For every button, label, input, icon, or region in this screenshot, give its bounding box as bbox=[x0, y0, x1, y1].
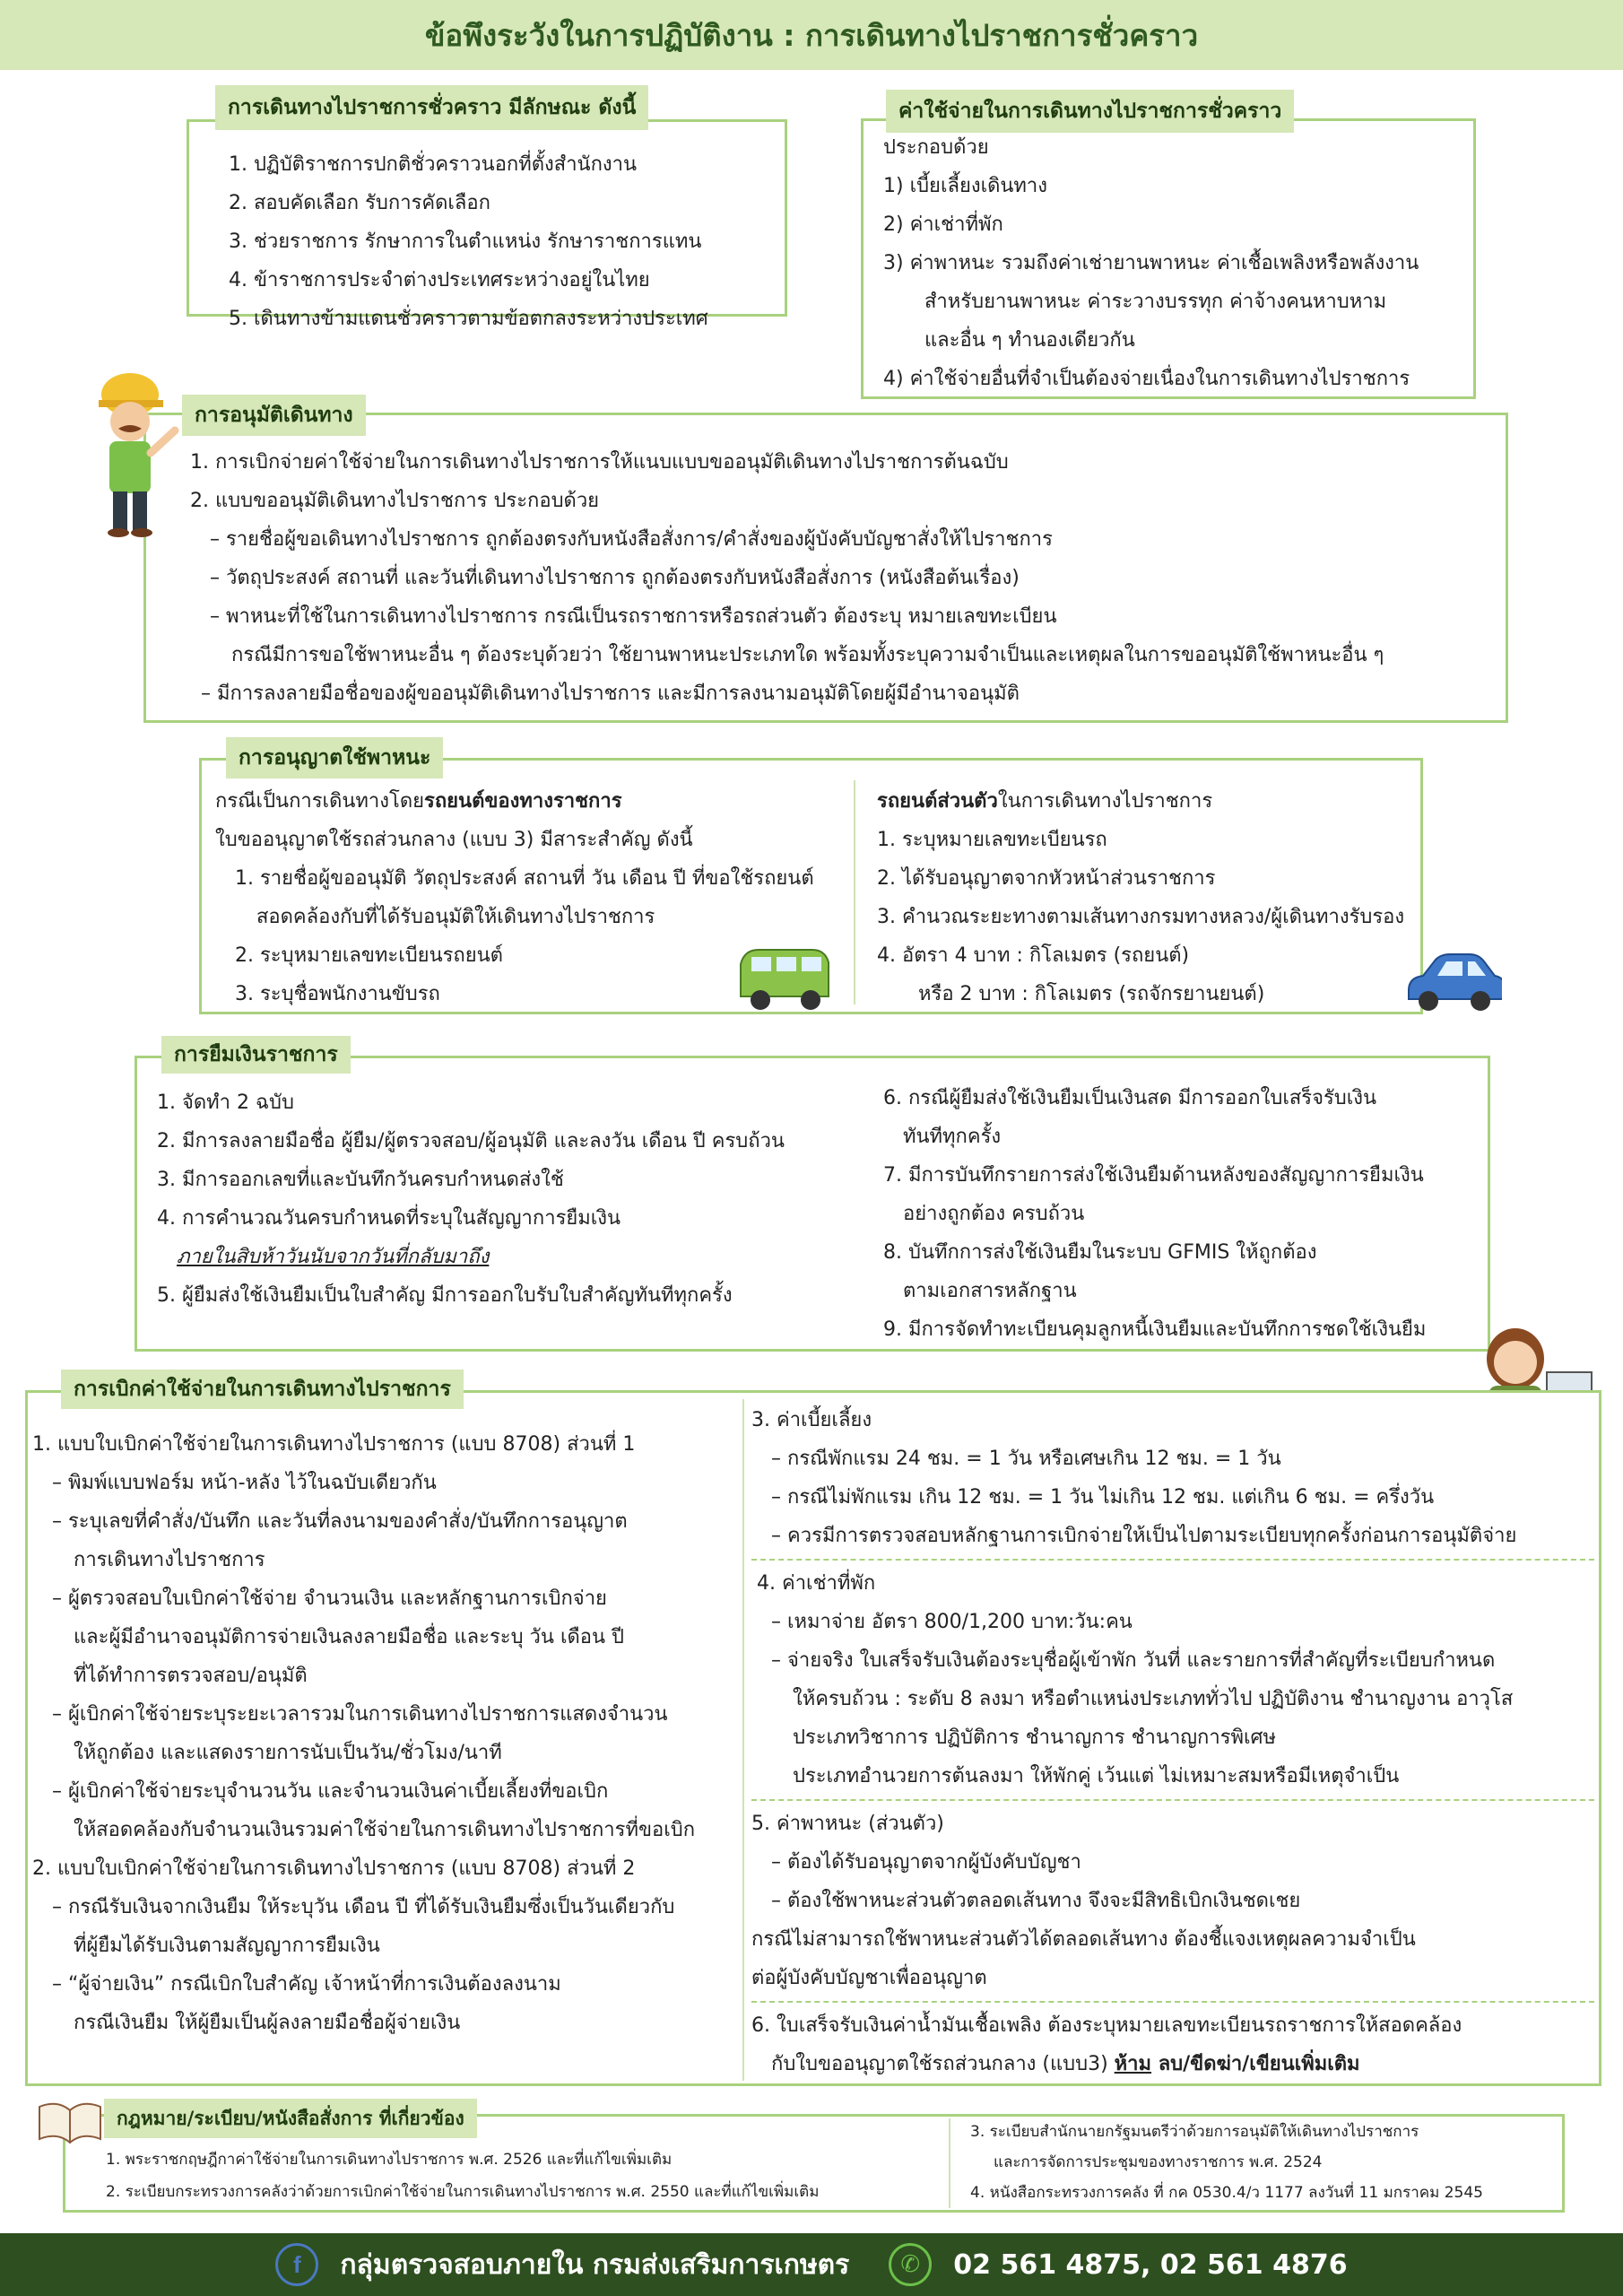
list-item: 4) ค่าใช้จ่ายอื่นที่จำเป็นต้องจ่ายเนื่องในการเดินทางไปราชการ bbox=[883, 368, 1410, 390]
list-item: 3. คำนวณระยะทางตามเส้นทางกรมทางหลวง/ผู้เดินทางรับรอง bbox=[877, 906, 1405, 928]
disbursement-left-list bbox=[32, 1426, 695, 2043]
organization-name: กลุ่มตรวจสอบภายใน กรมส่งเสริมการเกษตร bbox=[340, 2248, 850, 2281]
page-header bbox=[0, 0, 1623, 70]
private-car-list bbox=[877, 782, 1404, 1013]
list-item: ที่ผู้ยืมได้รับเงินตามสัญญาการยืมเงิน bbox=[74, 1935, 380, 1957]
list-item: 2) ค่าเช่าที่พัก bbox=[883, 213, 1003, 236]
fuel-text: กับใบขออนุญาตใช้รถส่วนกลาง (แบบ3) bbox=[771, 2053, 1115, 2075]
list-item: – วัตถุประสงค์ สถานที่ และวันที่เดินทางไปราชการ ถูกต้องตรงกับหนังสือสั่งการ (หนังสือต้นเรื่อง) bbox=[210, 567, 1020, 589]
list-item: 4. การคำนวณวันครบกำหนดที่ระบุในสัญญาการยืมเงิน bbox=[157, 1207, 621, 1230]
page-title: ข้อพึงระวังในการปฏิบัติงาน : การเดินทางไปราชการชั่วคราว bbox=[424, 17, 1199, 53]
list-item: – ต้องได้รับอนุญาตจากผู้บังคับบัญชา bbox=[771, 1851, 1081, 1874]
list-item: การเดินทางไปราชการ bbox=[74, 1549, 265, 1571]
intro-text: กรณีเป็นการเดินทางโดย bbox=[215, 790, 424, 813]
fuel-line-2 bbox=[751, 2045, 1594, 2083]
section-divider bbox=[751, 2001, 1594, 2003]
list-item: สำหรับยานพาหนะ ค่าระวางบรรทุก ค่าจ้างคนหาบหาม bbox=[924, 291, 1387, 313]
list-item: ทันทีทุกครั้ง bbox=[903, 1126, 1002, 1148]
list-item: – กรณีพักแรม 24 ชม. = 1 วัน หรือเศษเกิน 12 ชม. = 1 วัน bbox=[771, 1448, 1281, 1470]
list-item: ให้สอดคล้องกับจำนวนเงินรวมค่าใช้จ่ายในการเดินทางไปราชการที่ขอเบิก bbox=[74, 1819, 696, 1841]
disbursement-label: การเบิกค่าใช้จ่ายในการเดินทางไปราชการ bbox=[61, 1370, 464, 1409]
list-item: – ควรมีการตรวจสอบหลักฐานการเบิกจ่ายให้เป็นไปตามระเบียบทุกครั้งก่อนการอนุมัติจ่าย bbox=[771, 1525, 1517, 1547]
engineer-character-illustration bbox=[90, 368, 188, 538]
list-item: – รายชื่อผู้ขอเดินทางไปราชการ ถูกต้องตรงกับหนังสือสั่งการ/คำสั่งของผู้บังคับบัญชาสั่งให้ไปราชการ bbox=[210, 528, 1053, 551]
list-item: ให้ครบถ้วน : ระดับ 8 ลงมา หรือตำแหน่งประเภททั่วไป ปฏิบัติงาน ชำนาญงาน อาวุโส bbox=[793, 1688, 1514, 1710]
borrowing-left-list bbox=[157, 1083, 785, 1315]
list-item: – เหมาจ่าย อัตรา 800/1,200 บาท:วัน:คน bbox=[771, 1611, 1133, 1633]
list-item: 2. ได้รับอนุญาตจากหัวหน้าส่วนราชการ bbox=[877, 867, 1216, 890]
list-item: – ระบุเลขที่คำสั่ง/บันทึก และวันที่ลงนามของคำสั่ง/บันทึกการอนุญาต bbox=[52, 1510, 628, 1533]
list-item: 3) ค่าพาหนะ รวมถึงค่าเช่ายานพาหนะ ค่าเชื้อเพลิงหรือพลังงาน bbox=[883, 252, 1419, 274]
section-divider bbox=[751, 1559, 1594, 1561]
list-item: – มีการลงลายมือชื่อของผู้ขออนุมัติเดินทางไปราชการ และมีการลงนามอนุมัติโดยผู้มีอำนาจอนุมัติ bbox=[201, 683, 1020, 705]
list-item: 1) เบี้ยเลี้ยงเดินทาง bbox=[883, 175, 1048, 197]
expenses-list bbox=[883, 128, 1419, 398]
list-item: 5. ผู้ยืมส่งใช้เงินยืมเป็นใบสำคัญ มีการออกใบรับใบสำคัญทันทีทุกครั้ง bbox=[157, 1284, 733, 1307]
column-divider bbox=[742, 1399, 744, 2081]
list-item: 6. กรณีผู้ยืมส่งใช้เงินยืมเป็นเงินสด มีการออกใบเสร็จรับเงิน bbox=[883, 1087, 1377, 1109]
open-book-icon bbox=[34, 2094, 106, 2148]
list-item: กรณีเงินยืม ให้ผู้ยืมเป็นผู้ลงลายมือชื่อผู้จ่ายเงิน bbox=[74, 2012, 461, 2034]
list-item: และอื่น ๆ ทำนองเดียวกัน bbox=[924, 329, 1135, 352]
list-item: 3. มีการออกเลขที่และบันทึกวันครบกำหนดส่งใช้ bbox=[157, 1169, 564, 1191]
list-item: 4. หนังสือกระทรวงการคลัง ที่ กค 0530.4/ว 1177 ลงวันที่ 11 มกราคม 2545 bbox=[970, 2184, 1483, 2202]
list-item: – พาหนะที่ใช้ในการเดินทางไปราชการ กรณีเป็นรถราชการหรือรถส่วนตัว ต้องระบุ หมายเลขทะเบียน bbox=[210, 605, 1057, 628]
list-item: ให้ถูกต้อง และแสดงรายการนับเป็นวัน/ชั่วโมง/นาที bbox=[74, 1742, 502, 1764]
approval-label: การอนุมัติเดินทาง bbox=[182, 395, 366, 436]
vehicle-label: การอนุญาตใช้พาหนะ bbox=[226, 737, 443, 778]
list-item: 4. ข้าราชการประจำต่างประเทศระหว่างอยู่ในไทย bbox=[229, 269, 650, 291]
list-item: – ต้องใช้พาหนะส่วนตัวตลอดเส้นทาง จึงจะมีสิทธิเบิกเงินชดเชย bbox=[771, 1890, 1301, 1912]
list-item: ประกอบด้วย bbox=[883, 136, 989, 159]
list-item: 2. ระบุหมายเลขทะเบียนรถยนต์ bbox=[235, 944, 503, 967]
list-item: 2. แบบขออนุมัติเดินทางไปราชการ ประกอบด้วย bbox=[190, 490, 600, 512]
list-item: – จ่ายจริง ใบเสร็จรับเงินต้องระบุชื่อผู้เข้าพัก วันที่ และรายการที่สำคัญที่ระเบียบกำหนด bbox=[771, 1649, 1496, 1672]
private-car-intro bbox=[877, 782, 1404, 821]
list-item: – ผู้ตรวจสอบใบเบิกค่าใช้จ่าย จำนวนเงิน และหลักฐานการเบิกจ่าย bbox=[52, 1587, 607, 1610]
official-car-list bbox=[215, 782, 814, 1013]
list-item: ใบขออนุญาตใช้รถส่วนกลาง (แบบ 3) มีสาระสำคัญ ดังนี้ bbox=[215, 829, 693, 851]
list-item: 3. ช่วยราชการ รักษาการในตำแหน่ง รักษาราชการแทน bbox=[229, 230, 702, 253]
section-divider bbox=[751, 1799, 1594, 1801]
list-item: หรือ 2 บาท : กิโลเมตร (รถจักรยานยนต์) bbox=[918, 983, 1265, 1005]
phone-numbers: 02 561 4875, 02 561 4876 bbox=[953, 2248, 1348, 2281]
list-item: – “ผู้จ่ายเงิน” กรณีเบิกใบสำคัญ เจ้าหน้าที่การเงินต้องลงนาม bbox=[52, 1973, 561, 1996]
list-item: และผู้มีอำนาจอนุมัติการจ่ายเงินลงลายมือชื่อ และระบุ วัน เดือน ปี bbox=[74, 1626, 624, 1648]
intro-bold-text: รถยนต์ของทางราชการ bbox=[424, 790, 622, 813]
list-item: 1. จัดทำ 2 ฉบับ bbox=[157, 1091, 294, 1114]
references-left-list bbox=[106, 2144, 819, 2208]
list-item: 2. แบบใบเบิกค่าใช้จ่ายในการเดินทางไปราชการ (แบบ 8708) ส่วนที่ 2 bbox=[32, 1857, 636, 1880]
list-item: 1. พระราชกฤษฎีกาค่าใช้จ่ายในการเดินทางไปราชการ พ.ศ. 2526 และที่แก้ไขเพิ่มเติม bbox=[106, 2151, 673, 2169]
list-item: ภายในสิบห้าวันนับจากวันที่กลับมาถึง bbox=[177, 1246, 490, 1268]
references-label: กฎหมาย/ระเบียบ/หนังสือสั่งการ ที่เกี่ยวข้อง bbox=[104, 2099, 477, 2138]
list-item: 1. การเบิกจ่ายค่าใช้จ่ายในการเดินทางไปราชการให้แนบแบบขออนุมัติเดินทางไปราชการต้นฉบับ bbox=[190, 451, 1009, 474]
list-item: ประเภทวิชาการ ปฏิบัติการ ชำนาญการ ชำนาญการพิเศษ bbox=[793, 1726, 1277, 1749]
prohibited-text: ห้าม bbox=[1114, 2053, 1152, 2075]
disbursement-right-list bbox=[751, 1401, 1594, 2083]
approval-list bbox=[190, 443, 1384, 713]
list-item: อย่างถูกต้อง ครบถ้วน bbox=[903, 1203, 1085, 1225]
references-right-list bbox=[970, 2117, 1483, 2208]
list-item: 3. ระบุชื่อพนักงานขับรถ bbox=[235, 983, 440, 1005]
borrowing-right-list bbox=[883, 1079, 1426, 1349]
transport-heading: 5. ค่าพาหนะ (ส่วนตัว) bbox=[751, 1813, 944, 1835]
list-item: 5. เดินทางข้ามแดนชั่วคราวตามข้อตกลงระหว่างประเทศ bbox=[229, 308, 708, 330]
intro-bold-text: รถยนต์ส่วนตัว bbox=[877, 790, 998, 813]
borrowing-label: การยืมเงินราชการ bbox=[161, 1036, 351, 1074]
list-item: ที่ได้ทำการตรวจสอบ/อนุมัติ bbox=[74, 1665, 308, 1687]
list-item: 8. บันทึกการส่งใช้เงินยืมในระบบ GFMIS ให้ถูกต้อง bbox=[883, 1241, 1317, 1264]
list-item: 1. ปฏิบัติราชการปกติชั่วคราวนอกที่ตั้งสำนักงาน bbox=[229, 153, 638, 176]
van-icon bbox=[735, 946, 834, 1014]
list-item: – ผู้เบิกค่าใช้จ่ายระบุระยะเวลารวมในการเดินทางไปราชการแสดงจำนวน bbox=[52, 1703, 668, 1726]
column-divider bbox=[854, 780, 855, 1004]
list-item: 3. ระเบียบสำนักนายกรัฐมนตรีว่าด้วยการอนุมัติให้เดินทางไปราชการ bbox=[970, 2123, 1419, 2141]
characteristics-label: การเดินทางไปราชการชั่วคราว มีลักษณะ ดังนี้ bbox=[215, 85, 648, 130]
list-item: 1. รายชื่อผู้ขออนุมัติ วัตถุประสงค์ สถานที่ วัน เดือน ปี ที่ขอใช้รถยนต์ bbox=[235, 867, 814, 890]
list-item: ต่อผู้บังคับบัญชาเพื่ออนุญาต bbox=[751, 1967, 987, 1989]
list-item: 2. มีการลงลายมือชื่อ ผู้ยืม/ผู้ตรวจสอบ/ผู้อนุมัติ และลงวัน เดือน ปี ครบถ้วน bbox=[157, 1130, 785, 1152]
whatsapp-phone-icon[interactable]: ✆ bbox=[889, 2243, 932, 2286]
list-item: 4. อัตรา 4 บาท : กิโลเมตร (รถยนต์) bbox=[877, 944, 1190, 967]
intro-text: ในการเดินทางไปราชการ bbox=[997, 790, 1213, 813]
official-car-intro bbox=[215, 782, 814, 821]
list-item: และการจัดการประชุมของทางราชการ พ.ศ. 2524 bbox=[994, 2153, 1323, 2171]
list-item: 1. แบบใบเบิกค่าใช้จ่ายในการเดินทางไปราชการ (แบบ 8708) ส่วนที่ 1 bbox=[32, 1433, 636, 1456]
list-item: – ผู้เบิกค่าใช้จ่ายระบุจำนวนวัน และจำนวนเงินค่าเบี้ยเลี้ยงที่ขอเบิก bbox=[52, 1780, 609, 1803]
list-item: 2. ระเบียบกระทรวงการคลังว่าด้วยการเบิกค่าใช้จ่ายในการเดินทางไปราชการ พ.ศ. 2550 และที่แก้ไขเพิ่มเติม bbox=[106, 2183, 820, 2201]
list-item: – พิมพ์แบบฟอร์ม หน้า-หลัง ไว้ในฉบับเดียวกัน bbox=[52, 1472, 437, 1494]
prohibited-actions-text: ลบ/ขีดฆ่า/เขียนเพิ่มเติม bbox=[1151, 2053, 1360, 2075]
list-item: – กรณีรับเงินจากเงินยืม ให้ระบุวัน เดือน ปี ที่ได้รับเงินยืมซึ่งเป็นวันเดียวกับ bbox=[52, 1896, 675, 1918]
expenses-label: ค่าใช้จ่ายในการเดินทางไปราชการชั่วคราว bbox=[886, 90, 1294, 133]
footer bbox=[0, 2233, 1623, 2296]
column-divider bbox=[949, 2118, 950, 2208]
list-item: 9. มีการจัดทำทะเบียนคุมลูกหนี้เงินยืมและบันทึกการชดใช้เงินยืม bbox=[883, 1318, 1427, 1341]
list-item: ตามเอกสารหลักฐาน bbox=[903, 1280, 1077, 1302]
allowance-heading: 3. ค่าเบี้ยเลี้ยง bbox=[751, 1409, 872, 1431]
list-item: 7. มีการบันทึกรายการส่งใช้เงินยืมด้านหลังของสัญญาการยืมเงิน bbox=[883, 1164, 1424, 1187]
car-icon bbox=[1403, 951, 1502, 1013]
list-item: กรณีไม่สามารถใช้พาหนะส่วนตัวได้ตลอดเส้นทาง ต้องชี้แจงเหตุผลความจำเป็น bbox=[751, 1928, 1416, 1951]
list-item: กรณีมีการขอใช้พาหนะอื่น ๆ ต้องระบุด้วยว่า ใช้ยานพาหนะประเภทใด พร้อมทั้งระบุความจำเป็นและเหตุผลในการขออนุมัติใช้พาหนะอื่น ๆ bbox=[231, 644, 1384, 666]
fuel-line-1: 6. ใบเสร็จรับเงินค่าน้ำมันเชื้อเพลิง ต้องระบุหมายเลขทะเบียนรถราชการให้สอดคล้อง bbox=[751, 2014, 1462, 2037]
list-item: 2. สอบคัดเลือก รับการคัดเลือก bbox=[229, 192, 490, 214]
characteristics-list bbox=[229, 145, 708, 338]
list-item: ประเภทอำนวยการต้นลงมา ให้พักคู่ เว้นแต่ ไม่เหมาะสมหรือมีเหตุจำเป็น bbox=[793, 1765, 1400, 1787]
list-item: สอดคล้องกับที่ได้รับอนุมัติให้เดินทางไปราชการ bbox=[256, 906, 655, 928]
list-item: 1. ระบุหมายเลขทะเบียนรถ bbox=[877, 829, 1107, 851]
list-item: – กรณีไม่พักแรม เกิน 12 ชม. = 1 วัน ไม่เกิน 12 ชม. แต่เกิน 6 ชม. = ครึ่งวัน bbox=[771, 1486, 1435, 1509]
facebook-icon[interactable]: f bbox=[275, 2243, 318, 2286]
lodging-heading: 4. ค่าเช่าที่พัก bbox=[757, 1572, 876, 1595]
